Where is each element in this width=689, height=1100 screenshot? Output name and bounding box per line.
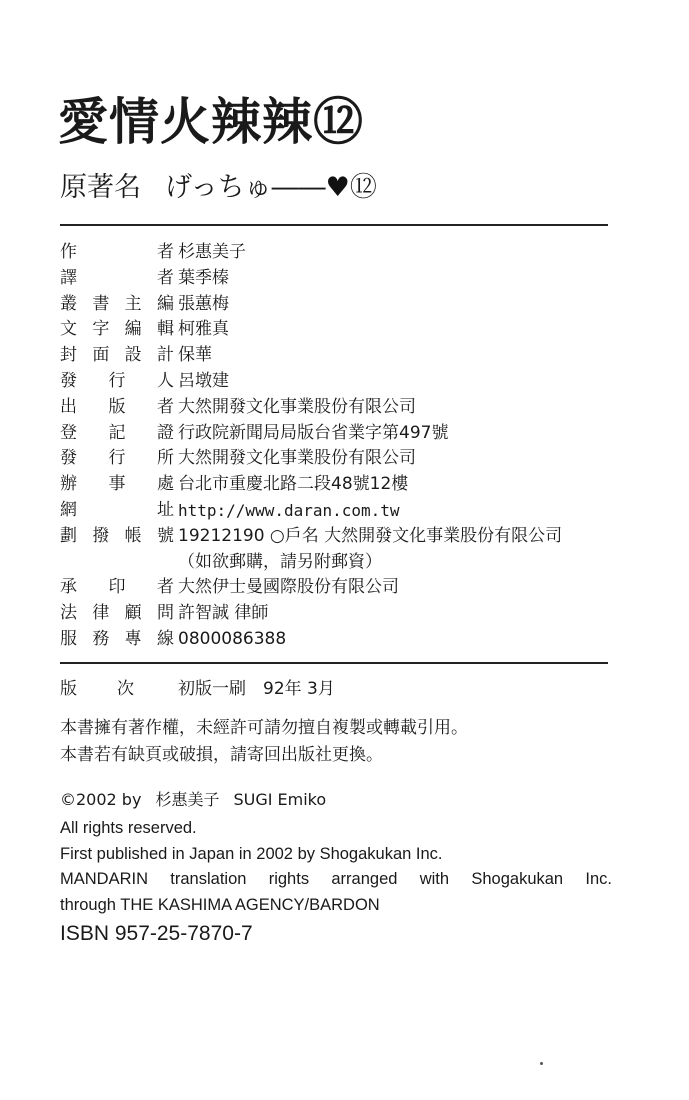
credit-row (60, 550, 620, 576)
copyright-line (60, 787, 326, 813)
volume-mark: ⑫ (349, 172, 377, 203)
credit-value: 張蕙梅 (178, 293, 229, 314)
rights-line: through THE KASHIMA AGENCY/BARDON (60, 895, 380, 914)
credit-row (60, 498, 620, 524)
credit-label: 網址 (60, 499, 176, 520)
notice-block (60, 715, 468, 769)
print-speck (540, 1062, 543, 1065)
rights-line: All rights reserved. (60, 819, 197, 837)
credit-value: 0800086388 (178, 628, 287, 649)
credit-row (60, 524, 620, 550)
credit-row (60, 601, 620, 627)
credit-value: 大然伊士曼國際股份有限公司 (178, 577, 399, 598)
credit-value: 大然開發文化事業股份有限公司 (178, 448, 416, 469)
edition-label: 版次 (60, 679, 136, 699)
credit-label: 承印者 (60, 577, 176, 598)
notice-line: 本書若有缺頁或破損，請寄回出版社更換。 (60, 745, 383, 765)
credit-label: 服務專線 (60, 628, 176, 649)
credit-value: 杉惠美子 (178, 242, 246, 262)
credit-row (60, 292, 620, 318)
credit-value: 保華 (178, 345, 212, 366)
credit-row (60, 421, 620, 447)
original-title-label: 原著名 (60, 172, 141, 203)
credit-label: 封面設計 (60, 345, 176, 366)
english-rights-block (60, 816, 612, 918)
credit-row (60, 446, 620, 472)
credit-row (60, 369, 620, 395)
copyright-author-latin: SUGI Emiko (233, 790, 327, 809)
credit-value: 台北市重慶北路二段48號12樓 (178, 474, 409, 495)
heart-icon: ♥ (325, 172, 350, 203)
credit-label: 譯者 (60, 267, 176, 288)
original-title-line (60, 168, 377, 208)
edition-value: 初版一刷 92年 3月 (178, 679, 335, 699)
credit-label: 文字編輯 (60, 319, 176, 340)
rights-line: MANDARIN translation rights arranged with Shogakukan Inc. (60, 870, 612, 888)
credit-row (60, 575, 620, 601)
credit-row (60, 343, 620, 369)
credit-value: 呂墩建 (178, 370, 229, 391)
website-url: http://www.daran.com.tw (178, 500, 400, 520)
credit-label (60, 550, 176, 576)
credit-label: 作者 (60, 242, 176, 262)
divider-middle (60, 662, 608, 664)
credit-value: 大然開發文化事業股份有限公司 (178, 396, 416, 417)
isbn: ISBN 957-25-7870-7 (60, 922, 253, 945)
credit-row (60, 317, 620, 343)
credit-value: 葉季榛 (178, 267, 229, 288)
credit-value: 許智誠 律師 (178, 603, 269, 624)
divider-top (60, 224, 608, 226)
credit-label: 叢書主編 (60, 293, 176, 314)
credit-label: 登記證 (60, 422, 176, 443)
copyright-prefix: ©2002 by (60, 790, 142, 809)
credit-value: 柯雅真 (178, 319, 229, 340)
copyright-author-cjk: 杉惠美子 (155, 790, 220, 809)
credit-row (60, 472, 620, 498)
rights-line: First published in Japan in 2002 by Shogakukan Inc. (60, 844, 443, 863)
credit-label: 發行人 (60, 370, 176, 391)
credit-value: 19212190 ○戶名 大然開發文化事業股份有限公司 (178, 525, 563, 546)
credit-row (60, 240, 620, 266)
credits-list (60, 240, 620, 653)
credit-label: 辦事處 (60, 474, 176, 495)
credit-label: 劃撥帳號 (60, 525, 176, 546)
credit-label: 出版者 (60, 396, 176, 417)
credit-label: 發行所 (60, 448, 176, 469)
credit-row (60, 266, 620, 292)
credit-row (60, 395, 620, 421)
original-title: げっちゅ―― (165, 172, 326, 203)
credit-value: 行政院新聞局局版台省業字第497號 (178, 422, 449, 443)
credit-label: 法律顧問 (60, 603, 176, 624)
credit-value: （如欲郵購，請另附郵資） (178, 551, 382, 572)
notice-line: 本書擁有著作權，未經許可請勿擅自複製或轉載引用。 (60, 718, 468, 738)
edition-line (60, 676, 335, 702)
credit-row (60, 627, 620, 653)
book-title: 愛情火辣辣⑫ (58, 92, 364, 151)
